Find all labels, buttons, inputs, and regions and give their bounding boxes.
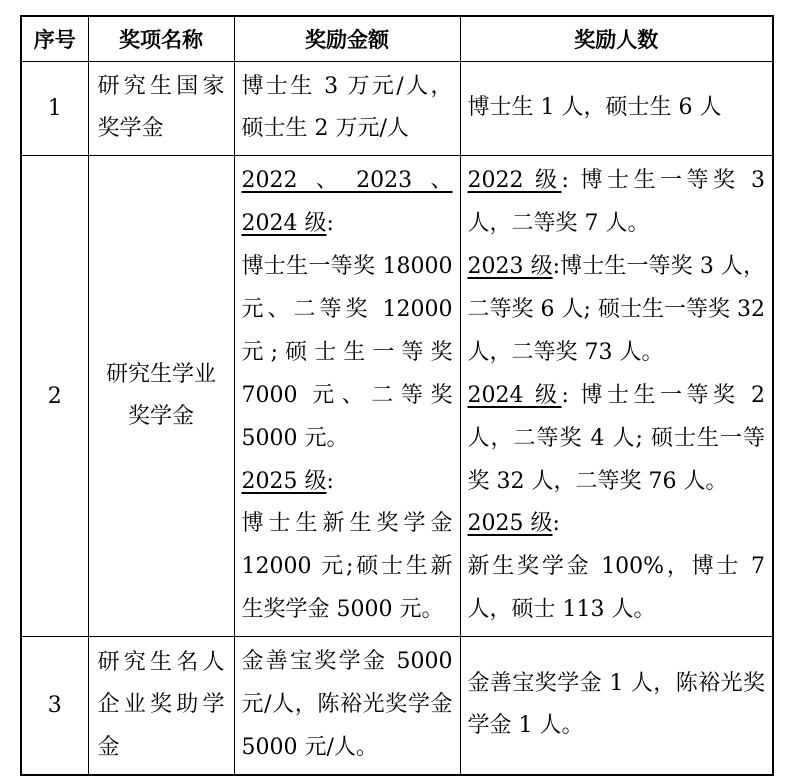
text-run: :博士生一等奖 3 人，二等奖 6 人; 硕士生一等奖 32 人，二等奖 73 人。 (467, 254, 765, 365)
underlined-text: 2024 级 (467, 382, 562, 408)
paragraph (242, 160, 453, 246)
text-run: : (326, 211, 334, 237)
cell-serial-2: 2 (21, 156, 88, 637)
text-run: 新生奖学金 100%，博士 7 人，硕士 113 人。 (467, 554, 765, 623)
underlined-text: 2023 级 (467, 254, 553, 280)
paragraph (468, 546, 766, 632)
cell-award-amount-1 (234, 61, 460, 156)
text-run: 博士生新生奖学金 12000 元;硕士生新生奖学金 5000 元。 (241, 511, 453, 623)
cell-serial-3: 3 (21, 637, 88, 775)
cell-award-count-2 (460, 156, 773, 637)
table-row (21, 61, 773, 156)
paragraph (468, 87, 766, 130)
cell-award-amount-2 (234, 156, 460, 637)
paragraph (242, 66, 453, 152)
cell-serial-1: 1 (21, 61, 88, 156)
underlined-text: 2022、2023、2024 级 (241, 168, 453, 237)
cell-award-name-2: 研究生学业奖学金 (88, 156, 234, 637)
text-run: 博士生 3 万元/人，硕士生 2 万元/人 (241, 73, 453, 142)
underlined-text: 2025 级 (241, 468, 327, 494)
paragraph (242, 461, 453, 504)
header-row (21, 16, 773, 61)
cell-award-count-3 (460, 637, 773, 775)
paragraph (468, 503, 766, 546)
header-award-amount: 奖励金额 (234, 16, 460, 61)
paragraph (468, 663, 766, 749)
text-run: 博士生 1 人，硕士生 6 人 (467, 94, 722, 120)
paragraph (468, 375, 766, 504)
text-run: 金善宝奖学金 1 人，陈裕光奖学金 1 人。 (467, 670, 765, 739)
header-award-name: 奖项名称 (88, 16, 234, 61)
cell-award-name-3: 研究生名人企业奖助学金 (88, 637, 234, 775)
paragraph (468, 160, 766, 246)
header-award-count: 奖励人数 (460, 16, 773, 61)
paragraph (468, 246, 766, 375)
table-row (21, 156, 773, 637)
paragraph (242, 641, 453, 770)
scholarship-table (20, 15, 774, 776)
text-run: : 博士生一等奖 2 人，二等奖 4 人; 硕士生一等奖 32 人，二等奖 76 人。 (467, 382, 765, 494)
paragraph (242, 246, 453, 460)
underlined-text: 2022 级 (467, 168, 562, 194)
header-serial-number: 序号 (21, 16, 88, 61)
underlined-text: 2025 级 (467, 511, 553, 537)
table-row (21, 637, 773, 775)
text-run: 金善宝奖学金 5000 元/人，陈裕光奖学金 5000 元/人。 (241, 649, 453, 760)
cell-award-name-1: 研究生国家奖学金 (88, 61, 234, 156)
paragraph (242, 503, 453, 632)
text-run: : (326, 468, 334, 494)
cell-award-count-1 (460, 61, 773, 156)
cell-award-amount-3 (234, 637, 460, 775)
text-run: : 博士生一等奖 3 人，二等奖 7 人。 (467, 168, 765, 237)
text-run: : (552, 511, 560, 537)
text-run: 博士生一等奖 18000 元、二等奖 12000 元;硕士生一等奖 7000 元、二等奖 5000 元。 (241, 254, 453, 451)
